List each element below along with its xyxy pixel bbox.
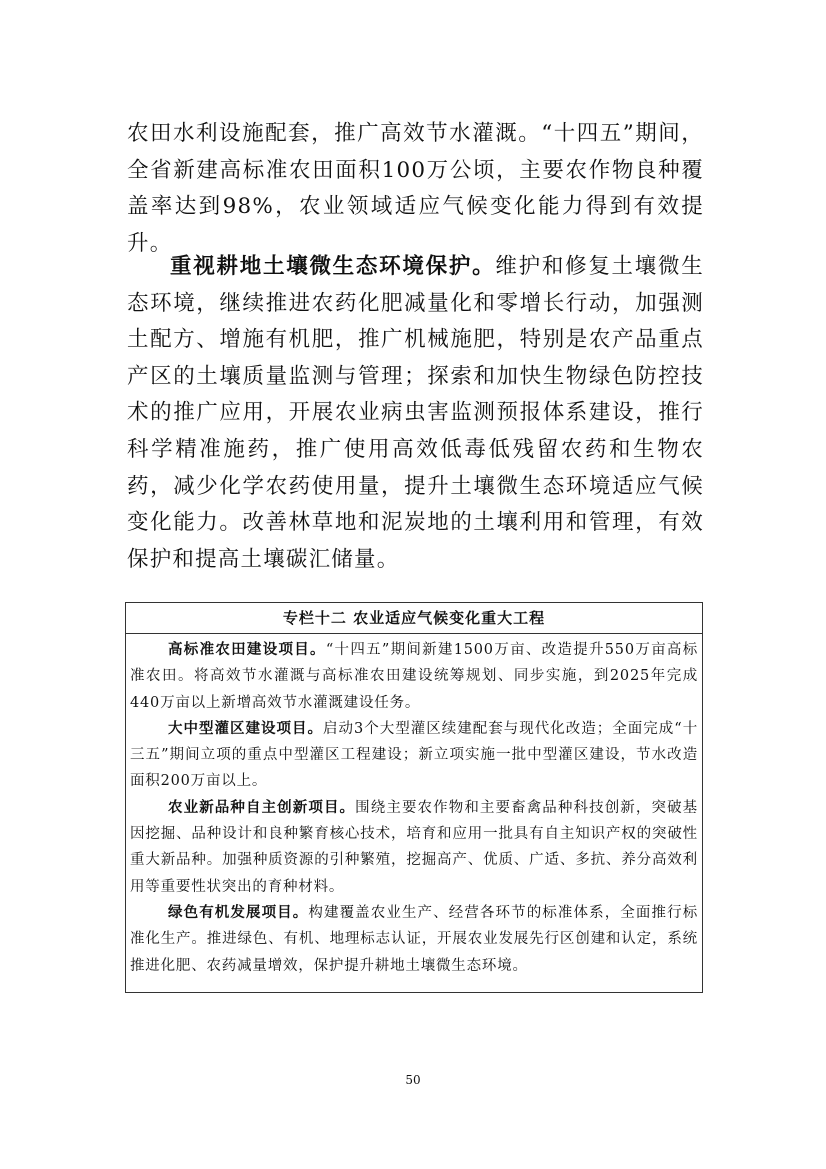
body-paragraph-1: 农田水利设施配套，推广高效节水灌溉。“十四五”期间，全省新建高标准农田面积100万公顷，主要农作物良种覆盖率达到98%，农业领域适应气候变化能力得到有效提升。	[127, 121, 704, 256]
box-item	[130, 900, 698, 979]
box-item-heading: 农业新品种自主创新项目。	[168, 798, 356, 816]
paragraph-heading: 重视耕地土壤微生态环境保护。	[170, 254, 496, 279]
box-item	[130, 637, 698, 716]
box-item-heading: 大中型灌区建设项目。	[168, 719, 324, 737]
box-item-heading: 高标准农田建设项目。	[168, 641, 326, 658]
body-paragraph-2	[127, 249, 704, 578]
box-item	[130, 795, 698, 900]
box-body	[126, 634, 702, 979]
box-item-text: “十四五”期间新建1500万亩、改造提升550万亩高标准农田。将高效节水灌溉与高标准农田建设统筹规划、同步实施，到2025年完成440万亩以上新增高效节水灌溉建设任务。	[130, 642, 698, 711]
page-number: 50	[405, 1073, 421, 1087]
box-item	[130, 716, 698, 795]
paragraph-body: 维护和修复土壤微生态环境，继续推进农药化肥减量化和零增长行动，加强测土配方、增施有机肥，推广机械施肥，特别是农产品重点产区的土壤质量监测与管理；探索和加快生物绿色防控技术的推广应用，开展农业病虫害监测预报体系建设，推行科学精准施药，推广使用高效低毒低残留农药和生物农药，减少化学农药使用量，提升土壤微生态环境适应气候变化能力。改善林草地和泥炭地的土壤利用和管理，有效保护和提高土壤碳汇储量。	[127, 254, 704, 572]
box-title: 专栏十二 农业适应气候变化重大工程	[126, 603, 702, 634]
box-item-text: 构建覆盖农业生产、经营各环节的标准体系，全面推行标准化生产。推进绿色、有机、地理标志认证，开展农业发展先行区创建和认定，系统推进化肥、农药减量增效，保护提升耕地土壤微生态环境。	[130, 904, 698, 974]
box-item-heading: 绿色有机发展项目。	[168, 903, 309, 921]
box-item-text: 启动3个大型灌区续建配套与现代化改造；全面完成“十三五”期间立项的重点中型灌区工程建设；新立项实施一批中型灌区建设，节水改造面积200万亩以上。	[130, 720, 699, 790]
box-item-text: 围绕主要农作物和主要畜禽品种科技创新，突破基因挖掘、品种设计和良种繁育核心技术，培育和应用一批具有自主知识产权的突破性重大新品种。加强种质资源的引种繁殖，挖掘高产、优质、广适、多抗、养分高效利用等重要性状突出的育种材料。	[130, 799, 698, 895]
feature-box	[125, 602, 703, 993]
